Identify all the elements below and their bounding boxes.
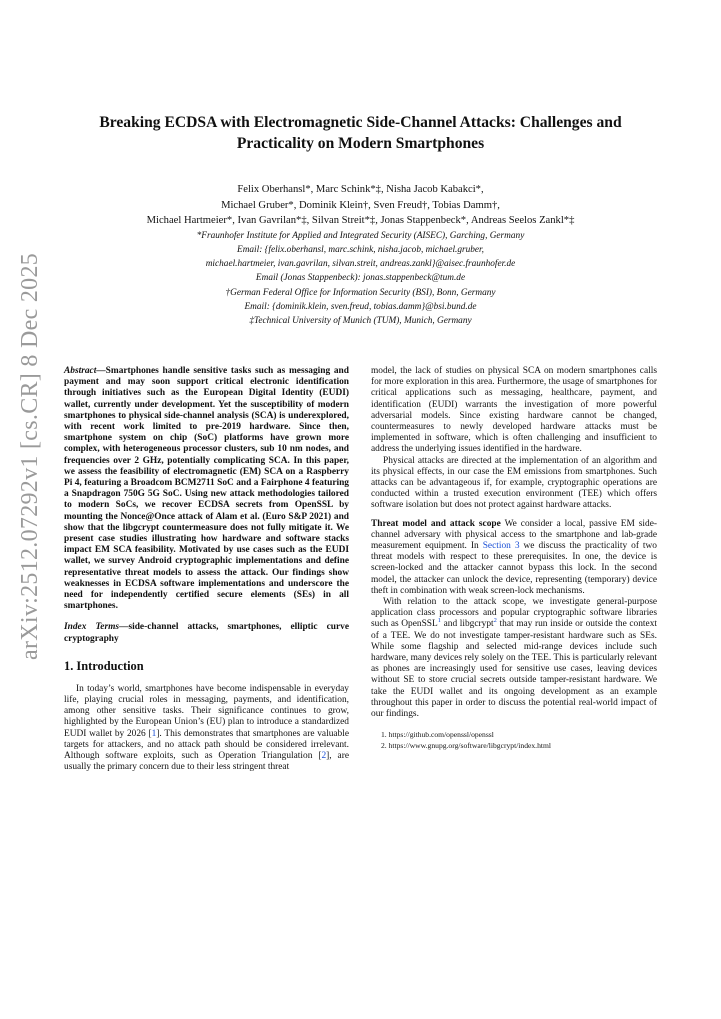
abstract-text: —Smartphones handle sensitive tasks such as messaging and payment and may soon support critical electronic identification through initiatives such as the European Digital Identity (EUDI) wallet, currently under development. Yet the susceptibility of modern smartphones to physical side-channel analysis (SCA) is underexplored, with recent work limited to pre-2019 hardware. Since then, smartphone system on chip (SoC) platforms have grown more complex, with heterogeneous processor clusters, sub 10 nm nodes, and frequencies over 2 GHz, potentially complicating SCA. In this paper, we assess the feasibility of electromagnetic (EM) SCA on a Raspberry Pi 4, featuring a Broadcom BCM2711 SoC and a Fairphone 4 featuring a Snapdragon 750G 5G SoC. Using new attack methodologies tailored to modern SoCs, we recover ECDSA secrets from OpenSSL by mounting the Nonce@Once attack of Alam et al. (Euro S&P 2021) and show that the libgcrypt countermeasure does not fully mitigate it. We present case studies illustrating how hardware and software stacks impact EM SCA feasibility. Motivated by use cases such as the EUDI wallet, we survey Android cryptographic implementations and define representative threat models to assess the attack. Our findings show weaknesses in ECDSA software implementations and underscore the need for independently certified secure elements (SEs) in all smartphones.: [64, 366, 349, 612]
left-column: [64, 366, 349, 774]
citation-link[interactable]: 1: [151, 728, 157, 739]
abstract: [64, 366, 349, 612]
body-text: With relation to the attack scope, we investigate general-purpose application class processors and popular cryptographic software libraries such as OpenSSL: [371, 597, 657, 630]
section-link[interactable]: Section 3: [482, 541, 520, 552]
body-text: we discuss the practicality of two threat models with respect to these prerequisites. In one, the device is screen-locked and the attacker cannot bypass this lock. In the second model, the attacker can unlock the device, representing (temporary) device theft in combination with weak screen-lock mechanisms.: [371, 541, 657, 596]
email-line: Email: {felix.oberhansl, marc.schink, nisha.jacob, michael.gruber,: [237, 244, 484, 255]
paper-title: Breaking ECDSA with Electromagnetic Side-Channel Attacks: Challenges and Practicality on Modern Smartphones: [99, 114, 622, 152]
affiliation-line: ‡Technical University of Munich (TUM), Munich, Germany: [249, 316, 472, 327]
threat-model-paragraph: [371, 519, 657, 597]
email-line: Email: {dominik.klein, sven.freud, tobias.damm}@bsi.bund.de: [244, 301, 477, 312]
author-line: Felix Oberhansl*, Marc Schink*‡, Nisha Jacob Kabakci*,: [237, 184, 484, 195]
citation-link[interactable]: 2: [321, 751, 327, 762]
author-line: Michael Hartmeier*, Ivan Gavrilan*‡, Silvan Streit*‡, Jonas Stappenbeck*, Andreas Seelos Zankl*‡: [146, 215, 575, 226]
footnote: 2. https://www.gnupg.org/software/libgcrypt/index.html: [381, 741, 551, 751]
footnotes: [371, 729, 657, 751]
intro-text: In today’s world, smartphones have become indispensable in everyday life, playing crucial roles in messaging, payments, and identification, among other sensitive tasks. Their significance continues to grow, highlighted by the European Union’s (EU) plan to introduce a standardized EUDI wallet by 2026 [: [64, 683, 349, 739]
section-heading-introduction: 1. Introduction: [64, 658, 144, 673]
email-line: michael.hartmeier, ivan.gavrilan, silvan.streit, andreas.zankl}@aisec.fraunhofer.de: [205, 259, 516, 270]
right-column: [371, 366, 657, 751]
body-paragraph: model, the lack of studies on physical SCA on modern smartphones calls for more exploration in this area. Furthermore, the usage of smartphones for critical applications such as messaging, healthcare, payment, and identification (EUDI) warrants the investigation of more powerful adversarial models. Since existing hardware cannot be changed, countermeasures to newly developed hardware attacks must be implemented in software, which is often challenging and insufficient to address the underlying issues identified in the hardware.: [371, 366, 657, 455]
body-text: that may run inside or outside the context of a TEE. We do not investigate tamper-resistant hardware such as SEs. While some flagship and selected mid-range devices include such hardware, many devices rely solely on the TEE. This is particularly relevant as phones are increasingly used for sensitive use cases, leaving devices without SE to store crucial secrets outside tamper-resistant hardware. We take the EUDI wallet and its ongoing development as an example throughout this paper in order to discuss the potential real-world impact of our findings.: [371, 619, 657, 720]
intro-text: ]. This demonstrates that smartphones are valuable targets for attackers, and no attack path should be considered irrelevant. Although software exploits, such as Operation Triangulation [: [64, 728, 349, 762]
intro-text: ], are usually the primary concern due to their less stringent threat: [64, 751, 349, 773]
index-terms-text: —side-channel attacks, smartphones, elliptic curve cryptography: [64, 622, 349, 644]
footnote: 1. https://github.com/openssl/openssl: [381, 730, 494, 740]
index-terms-label: Index Terms: [64, 622, 120, 633]
abstract-label: Abstract: [64, 366, 97, 376]
arxiv-identifier: arXiv:2512.07292v1 [cs.CR] 8 Dec 2025: [17, 252, 43, 660]
threat-model-heading: Threat model and attack scope: [371, 518, 501, 529]
index-terms: [64, 622, 349, 644]
body-text: and libgcrypt: [440, 619, 494, 630]
affiliation-line: †German Federal Office for Information Security (BSI), Bonn, Germany: [225, 287, 496, 298]
footnote-marker[interactable]: 2: [493, 617, 497, 625]
body-paragraph: [371, 597, 657, 720]
intro-paragraph: [64, 684, 349, 774]
affiliation-line: *Fraunhofer Institute for Applied and Integrated Security (AISEC), Garching, Germany: [196, 230, 525, 241]
author-line: Michael Gruber*, Dominik Klein†, Sven Freud†, Tobias Damm†,: [221, 199, 500, 211]
email-line: Email (Jonas Stappenbeck): jonas.stappenbeck@tum.de: [255, 273, 466, 284]
body-paragraph: Physical attacks are directed at the implementation of an algorithm and its physical effects, in our case the EM emissions from smartphones. Such attacks can be advantageous if, for example, cryptographic operations are conducted within a trusted execution environment (TEE) which offers software isolation but does not protect against hardware attacks.: [371, 455, 657, 511]
footnote-marker[interactable]: 1: [437, 617, 441, 625]
author-block: [40, 182, 681, 329]
body-text: We consider a local, passive EM side-channel adversary with physical access to the smartphone and lab-grade measurement equipment. In: [371, 518, 657, 552]
